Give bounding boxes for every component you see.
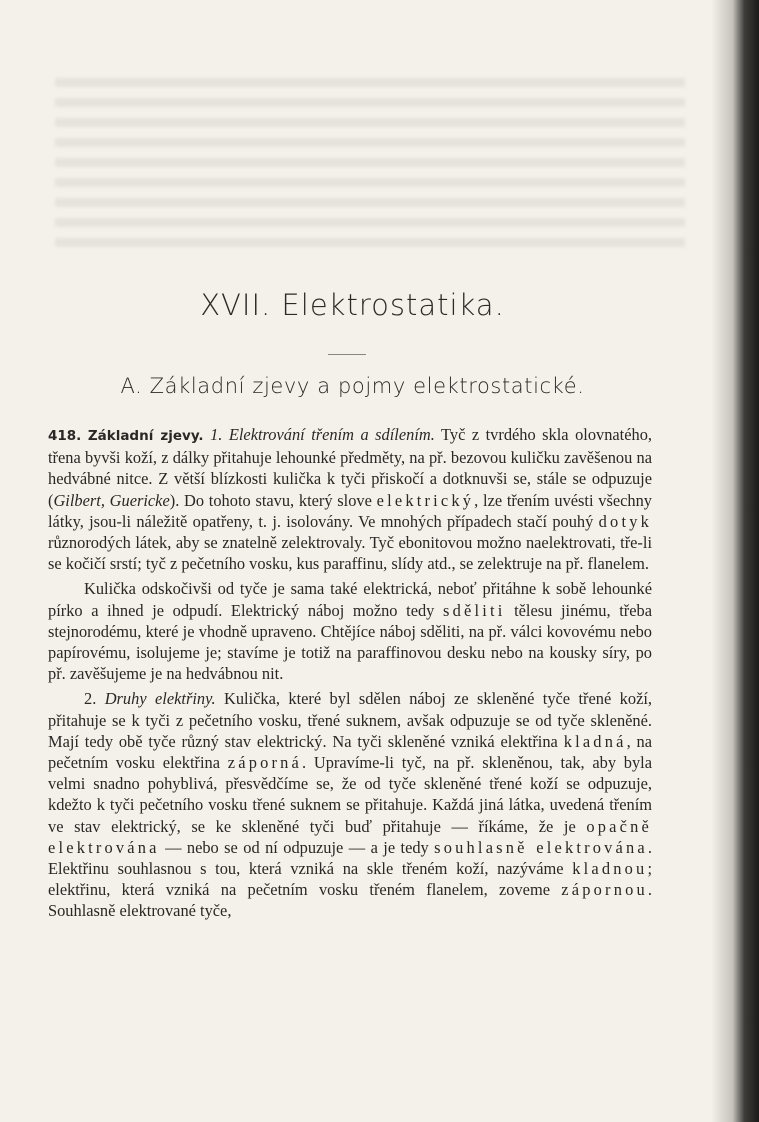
text-run: tělesu jinému, třeba stejnorodému, které je vhodně upraveno. Chtějíce náboj sděliti, na př. válci kovovému nebo papírovému, isolujeme je; stavíme je totiž na paraffinovou desku nebo na kousky síry, po př. zavěšujeme je na hedvábnou nit. [48, 600, 652, 684]
text-run: . Upravíme-li tyč, na př. skleněnou, tak, aby byla velmi snadno pohyblivá, přesvědčíme se, že od tyče skleněné třené koží se odpuzuje, kdežto k tyči pečetního vosku třené suknem se přitahuje. Každá jiná látka, uvedená třením ve stav elektrický, se ke skleněné tyči buď přitahuje — říkáme, že je [48, 753, 652, 836]
chapter-title: XVII. Elektrostatika. [200, 288, 505, 322]
spaced-term: kladnou [572, 859, 648, 879]
paragraph-number: 418. [48, 428, 82, 444]
subsection-heading: Elektrování třením a sdílením. [228, 425, 435, 444]
paragraph-418 [48, 424, 652, 574]
spaced-term: kladná [563, 731, 627, 751]
title-divider [328, 354, 366, 355]
body-text [48, 424, 652, 922]
book-spine-shadow [711, 0, 759, 1122]
text-run: . Souhlasně elektrované tyče, [48, 880, 652, 921]
spaced-term: záporná [227, 753, 303, 773]
paragraph-heading: Základní zjevy. [87, 428, 204, 444]
text-run: ; elektřinu, která vzniká na pečetním vosku třeném flanelem, zoveme [48, 859, 652, 900]
text-run: , na pečetním vosku elektřina [48, 731, 652, 773]
subsection-number: 1. [210, 425, 223, 444]
spaced-term: dotyk [598, 511, 652, 531]
text-run: — nebo se od ní odpuzuje — a je tedy [159, 837, 435, 857]
paragraph-kinds-of-electricity [48, 688, 652, 921]
text-run: , lze třením uvésti všechny látky, jsou-li náležitě opatřeny, t. j. isolovány. Ve mnohých případech stačí pouhý [48, 490, 652, 531]
text-run: . Elektřinu souhlasnou s tou, která vzniká na skle třeném koží, nazýváme [48, 837, 652, 879]
text-run: Kulička odskočivši od tyče je sama také elektrická, neboť přitáhne k sobě lehounké pírko a ihned je odpudí. Elektrický náboj možno tedy [48, 579, 652, 620]
text-run: Tyč z tvrdého skla olovnatého, třena byvši koží, z dálky přitahuje lehounké předměty, na př. bezovou kuličku zavěšenou na hedvábné nitce. Z větší blízkosti kulička k tyči přiskočí a dotknuvši se, stále se odpuzuje ( [48, 425, 652, 510]
section-title: A. Základní zjevy a pojmy elektrostatické. [120, 374, 585, 398]
spaced-term: sděliti [443, 600, 506, 620]
cited-names: Gilbert, Guericke [53, 490, 170, 510]
text-run: ). Do tohoto stavu, který slove [169, 490, 377, 510]
text-run: Kulička, které byl sdělen náboj ze skleněné tyče třené koží, přitahuje se k tyči z pečetního vosku, třené suknem, avšak odpuzuje se od tyče skleněné. Mají tedy obě tyče různý stav elektrický. Na tyči skleněné vzniká elektřina [48, 689, 652, 751]
paragraph-charge-transfer [48, 578, 652, 684]
text-run: různorodých látek, aby se znatelně zelektrovaly. Tyč ebonitovou možno naelektrovati, tře-li se kočičí srstí; tyč z pečetního vosku, kus paraffinu, slídy atd., se zelektruje na př. flanelem. [48, 533, 652, 574]
show-through-text [55, 78, 685, 253]
spaced-term: zápornou [561, 880, 648, 900]
spaced-term: elektrický [376, 490, 475, 510]
subsection-number: 2. [84, 689, 97, 709]
spaced-term: opačně elektrována [48, 816, 652, 857]
spaced-term: souhlasně elektrována [434, 837, 648, 857]
subsection-heading: Druhy elektřiny. [104, 689, 216, 709]
